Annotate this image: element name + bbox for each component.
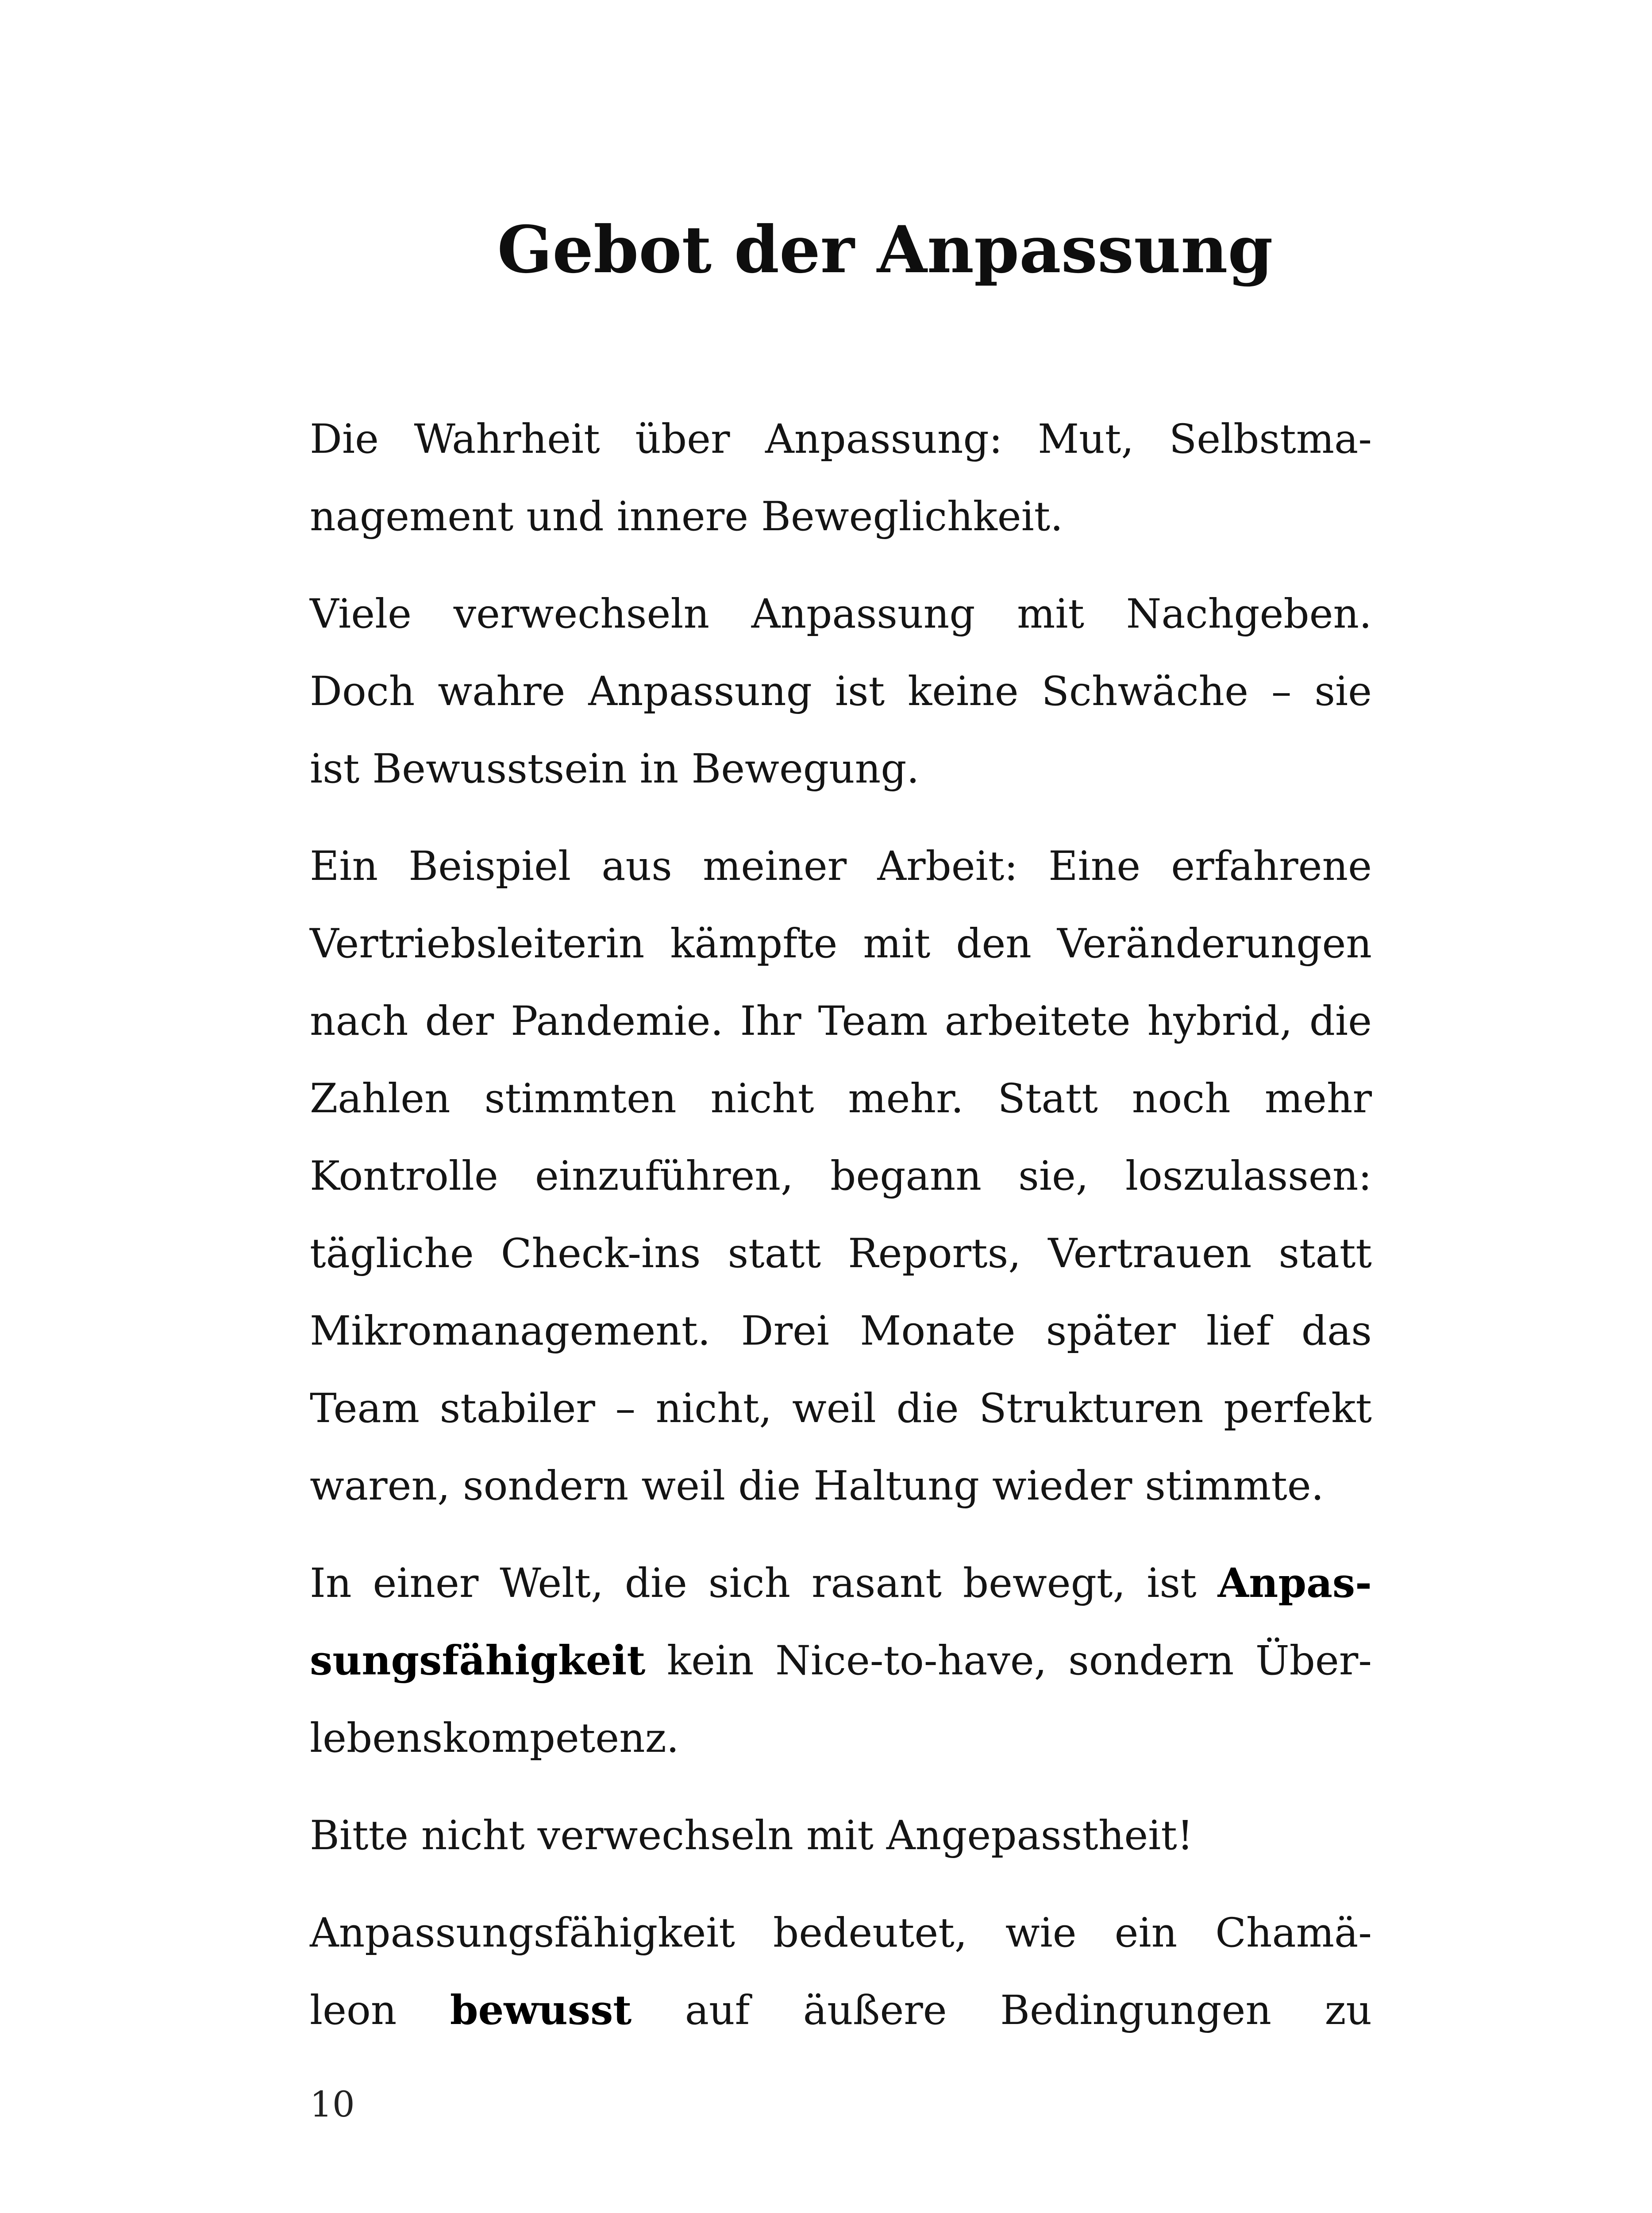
word: leon (310, 1987, 397, 2034)
emphasis: bewusst (450, 1987, 632, 2034)
word: ist (835, 668, 885, 715)
word: äußere (803, 1987, 947, 2034)
line: lebenskompetenz. (310, 1715, 679, 1762)
word: Pandemie. (511, 998, 724, 1045)
word: mit (1017, 591, 1085, 637)
line (310, 1215, 1372, 1292)
word: hybrid, (1147, 998, 1293, 1045)
word: Welt, (500, 1560, 604, 1607)
paragraph-2 (310, 575, 1372, 808)
word: sie (1314, 668, 1372, 715)
word: zu (1325, 1987, 1372, 2034)
word: sondern (1068, 1638, 1234, 1684)
line (310, 401, 1372, 478)
word: tägliche (310, 1230, 474, 1277)
line (310, 983, 1372, 1060)
word: Anpassung: (765, 416, 1003, 463)
word: Bedingungen (1000, 1987, 1271, 2034)
word: nicht (710, 1076, 814, 1122)
word: weil (792, 1385, 876, 1432)
word: perfekt (1224, 1385, 1372, 1432)
word: Team (818, 998, 928, 1045)
word: – (615, 1385, 635, 1432)
word: das (1301, 1308, 1372, 1354)
word: bewegt, (963, 1560, 1126, 1607)
line (310, 1545, 1372, 1622)
word: aus (601, 843, 672, 890)
paragraph-5 (310, 1797, 1372, 1874)
paragraph-1 (310, 401, 1372, 555)
word: arbeitete (944, 998, 1131, 1045)
line: ist Bewusstsein in Bewegung. (310, 746, 920, 792)
word: Anpassung (751, 591, 975, 637)
word: mehr (1264, 1076, 1372, 1122)
emphasis: Anpas- (1217, 1560, 1372, 1607)
word: nach (310, 998, 408, 1045)
word: Chamä- (1215, 1910, 1372, 1956)
word: Drei (741, 1308, 830, 1354)
word: der (425, 998, 494, 1045)
emphasis: sungsfähigkeit (310, 1637, 646, 1684)
word: Anpassung (588, 668, 812, 715)
word: Über- (1255, 1638, 1372, 1684)
word: stabiler (439, 1385, 595, 1432)
word: Zahlen (310, 1076, 451, 1122)
word: die (1309, 998, 1372, 1045)
word: ist (1147, 1560, 1197, 1607)
word: kämpfte (670, 921, 838, 967)
word: Nachgeben. (1126, 591, 1372, 637)
word: Mikromanagement. (310, 1308, 711, 1354)
word: ein (1114, 1910, 1178, 1956)
word: Schwäche (1041, 668, 1249, 715)
word: Team (310, 1385, 420, 1432)
word: Arbeit: (877, 843, 1018, 890)
word: über (635, 416, 730, 463)
word: Beispiel (408, 843, 571, 890)
word: begann (830, 1153, 982, 1199)
line (310, 1292, 1372, 1370)
line (310, 905, 1372, 983)
word: meiner (702, 843, 847, 890)
word: den (956, 921, 1032, 967)
word: keine (908, 668, 1019, 715)
word: lief (1206, 1308, 1271, 1354)
word: Doch (310, 668, 415, 715)
word: nicht, (655, 1385, 772, 1432)
word: Mut, (1038, 416, 1134, 463)
line (310, 653, 1372, 730)
word: einzuführen, (535, 1153, 793, 1199)
paragraph-6 (310, 1894, 1372, 2049)
word: Selbstma- (1169, 416, 1372, 463)
chapter-title: Gebot der Anpassung (497, 212, 1273, 288)
word: Veränderungen (1057, 921, 1372, 967)
word: sie, (1018, 1153, 1089, 1199)
word: bedeutet, (773, 1910, 967, 1956)
word: Kontrolle (310, 1153, 498, 1199)
line (310, 1972, 1372, 2049)
word: Strukturen (979, 1385, 1204, 1432)
word: Vertrauen (1048, 1230, 1252, 1277)
word: loszulassen: (1125, 1153, 1372, 1199)
word: Wahrheit (414, 416, 600, 463)
paragraph-4 (310, 1545, 1372, 1777)
line (310, 1622, 1372, 1700)
word: mit (863, 921, 931, 967)
word: wahre (438, 668, 566, 715)
word: Statt (997, 1076, 1098, 1122)
word: erfahrene (1171, 843, 1372, 890)
word: statt (728, 1230, 821, 1277)
line: waren, sondern weil die Haltung wieder stimmte. (310, 1463, 1324, 1509)
word: auf (685, 1987, 750, 2034)
word: Viele (310, 591, 412, 637)
line (310, 1370, 1372, 1447)
word: die (896, 1385, 959, 1432)
word: In (310, 1560, 352, 1607)
word: die (624, 1560, 687, 1607)
line (310, 828, 1372, 905)
line (310, 1060, 1372, 1137)
word: Ein (310, 843, 378, 890)
word: statt (1278, 1230, 1372, 1277)
paragraph-3 (310, 828, 1372, 1525)
word: wie (1005, 1910, 1077, 1956)
word: stimmten (484, 1076, 677, 1122)
word: Reports, (848, 1230, 1021, 1277)
chapter-body (310, 401, 1372, 2069)
line (310, 1894, 1372, 1972)
word: Eine (1048, 843, 1141, 890)
word: kein (666, 1638, 754, 1684)
line: Bitte nicht verwechseln mit Angepasstheit! (310, 1812, 1194, 1859)
word: – (1271, 668, 1292, 715)
word: Ihr (740, 998, 801, 1045)
word: einer (373, 1560, 479, 1607)
page-number: 10 (310, 2084, 355, 2125)
word: Anpassungsfähigkeit (310, 1910, 735, 1956)
word: noch (1132, 1076, 1231, 1122)
word: Nice-to-have, (775, 1638, 1047, 1684)
word: Check-ins (501, 1230, 701, 1277)
line (310, 575, 1372, 653)
line: nagement und innere Beweglichkeit. (310, 493, 1063, 540)
word: später (1046, 1308, 1176, 1354)
word: Die (310, 416, 379, 463)
word: rasant (812, 1560, 942, 1607)
word: verwechseln (453, 591, 710, 637)
word: sich (708, 1560, 791, 1607)
word: Monate (860, 1308, 1016, 1354)
line (310, 1137, 1372, 1215)
word: mehr. (848, 1076, 964, 1122)
word: Vertriebsleiterin (310, 921, 645, 967)
